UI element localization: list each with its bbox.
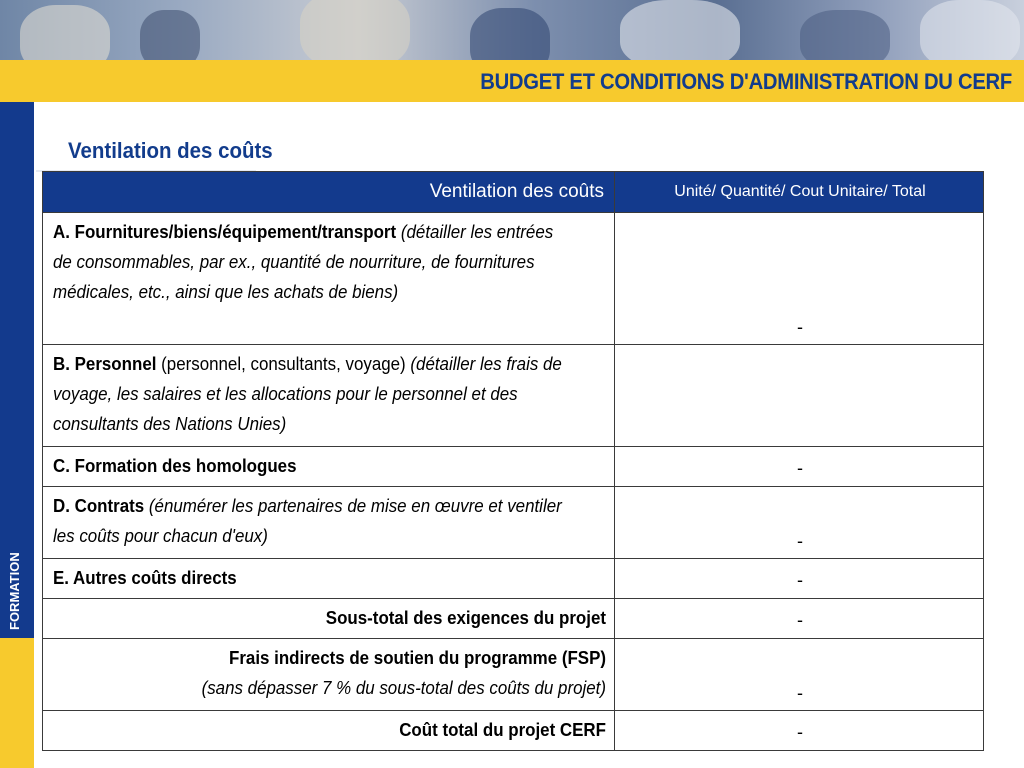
cost-breakdown-table [42, 171, 984, 751]
title-bar [0, 60, 1024, 102]
row-label [43, 639, 615, 711]
row-label [43, 345, 615, 447]
table-row [43, 559, 984, 599]
table-row [43, 639, 984, 711]
sidebar-accent [0, 638, 34, 768]
header-cost-breakdown: Ventilation des coûts [43, 172, 615, 213]
row-value: - [615, 559, 984, 599]
row-title: Frais indirects de soutien du programme (FSP) [228, 648, 606, 668]
row-title: Sous-total des exigences du projet [325, 608, 606, 628]
row-title: C. Formation des homologues [53, 456, 297, 476]
table-row [43, 213, 984, 345]
table-row [43, 447, 984, 487]
header-photo-banner [0, 0, 1024, 60]
header-unit-quantity-total: Unité/ Quantité/ Cout Unitaire/ Total [615, 172, 984, 213]
row-label [43, 447, 615, 487]
row-value: - [615, 639, 984, 711]
row-value: - [615, 213, 984, 345]
row-title: D. Contrats [53, 496, 145, 516]
row-value [615, 345, 984, 447]
row-label [43, 711, 615, 751]
row-label [43, 559, 615, 599]
row-title: B. Personnel [53, 354, 157, 374]
table-row [43, 711, 984, 751]
row-title: Coût total du projet CERF [399, 720, 606, 740]
page-title: BUDGET ET CONDITIONS D'ADMINISTRATION DU CERF [480, 69, 1012, 94]
row-note: (détailler les entrées de consommables, par ex., quantité de nourriture, de fournitures médicales, etc., ainsi que les achats de biens) [53, 222, 554, 302]
sidebar-label: FORMATION [7, 552, 22, 630]
table-row [43, 487, 984, 559]
row-label [43, 487, 615, 559]
row-note: (énumérer les partenaires de mise en œuvre et ventiler les coûts pour chacun d'eux) [53, 496, 562, 546]
row-value: - [615, 711, 984, 751]
row-value: - [615, 599, 984, 639]
row-value: - [615, 447, 984, 487]
table-row [43, 599, 984, 639]
row-title: A. Fournitures/biens/équipement/transport [53, 222, 397, 242]
table-header-row [43, 172, 984, 213]
row-subtitle: (personnel, consultants, voyage) [161, 354, 406, 374]
table-row [43, 345, 984, 447]
row-value: - [615, 487, 984, 559]
row-label [43, 599, 615, 639]
row-title: E. Autres coûts directs [53, 568, 237, 588]
row-note: (détailler les frais de voyage, les salaires et les allocations pour le personnel et des consultants des Nations Unies) [53, 354, 562, 434]
row-note: (sans dépasser 7 % du sous-total des coûts du projet) [201, 678, 606, 698]
section-title: Ventilation des coûts [68, 138, 273, 163]
row-label [43, 213, 615, 345]
